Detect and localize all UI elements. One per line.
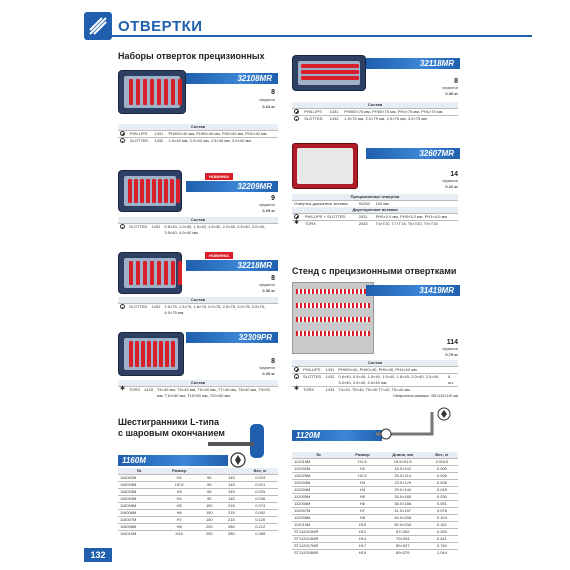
product-code-band-32309: 32309PR [186, 332, 278, 343]
product-image-31419 [292, 282, 374, 354]
dimensions-note: Габаритные размеры: 381×116×130 мм [392, 394, 458, 398]
table-cell: 44.0×208 [380, 515, 426, 522]
phillips-icon [294, 367, 299, 372]
table-cell: 0.092 [242, 510, 278, 517]
item-count-32118: 8 [454, 78, 458, 85]
table-title: Состав [292, 360, 458, 367]
table-cell: H2.5 [345, 473, 379, 480]
table-title: Состав [118, 217, 278, 224]
product-code-band-31419: 31419MR [366, 285, 460, 296]
table-cell: H3 [345, 480, 379, 487]
table-cell: 116002M [118, 475, 160, 482]
table-cell: 0.283 [426, 529, 458, 536]
table-row [292, 536, 458, 543]
table-cell: H10 [345, 522, 379, 529]
table-cell: H4 [160, 496, 198, 503]
composition-table-32118: Состав PHILLIPS 1431 PH000×75 мм, PH00×75 мм, PH0×75 мм, PH1×75 мм SLOTTED 1432 1.5×75 мм, 2.0×75 мм, 2.5×75 мм, 3.0×75 мм [292, 102, 458, 122]
table-cell: 0.005 [426, 466, 458, 473]
table-cell: 116005M [118, 503, 160, 510]
table-cell: H8 [160, 524, 198, 531]
item-count-label-32118: предметов [442, 86, 458, 90]
table-cell: H6 [345, 501, 379, 508]
table-cell: H2 [160, 475, 198, 482]
table-row [292, 501, 458, 508]
table-cell: 80×337 [380, 543, 426, 550]
table-cell: 0.104 [426, 515, 458, 522]
product-code-band-32209: 32209MR [186, 181, 278, 192]
table-cell: 280 [220, 531, 242, 538]
weight-32118: 0.30 кг [445, 91, 458, 96]
table-cell: H5 [160, 503, 198, 510]
table-cell: ST112014MR [292, 536, 345, 543]
table-cell: 0.0015 [426, 459, 458, 466]
table-cell: H12 [345, 529, 379, 536]
table-cell: 0.289 [242, 531, 278, 538]
table-cell: 0.120 [242, 517, 278, 524]
table-row [118, 496, 278, 503]
product-image-32108 [118, 70, 186, 114]
product-code-band-32118: 32118MR [366, 58, 460, 69]
table-row [118, 524, 278, 531]
table-cell: 112010M [292, 522, 345, 529]
item-count-label-32108: предметов [259, 98, 275, 102]
item-count-label-32218: предметов [259, 283, 275, 287]
phillips-icon [120, 131, 125, 136]
table-cell: 95 [198, 489, 220, 496]
weight-32607: 0.22 кг [445, 184, 458, 189]
table-cell: ST112017MR [292, 543, 345, 550]
table-cell: ST112012MR [292, 529, 345, 536]
composition-table-32309: Состав ✱ TORX 1433 T4×40 мм, T5×40 мм, T6×40 мм, T7×40 мм, T8×40 мм, T9×50 мм, T10×50 мм, T15×50 мм, T20×50 мм [118, 380, 278, 399]
product-code-band-32218: 32218MR [186, 260, 278, 271]
slotted-icon [294, 116, 299, 121]
table-cell: 95 [198, 496, 220, 503]
table-cell: 0.212 [242, 524, 278, 531]
table-cell: 116007M [118, 517, 160, 524]
product-image-32118 [292, 55, 366, 91]
page-number: 132 [84, 548, 112, 562]
table-cell: ST112019MR [292, 550, 345, 557]
table-cell: 1.044 [426, 550, 458, 557]
table-cell: 112005M [292, 494, 345, 501]
item-count-label-32209: предметов [259, 203, 275, 207]
table-cell: 41.0×197 [380, 508, 426, 515]
table-cell: 33.0×165 [380, 494, 426, 501]
item-count-label-32607: предметов [442, 179, 458, 183]
weight-31419: 0.79 кг [445, 352, 458, 357]
table-cell: 0.030 [426, 494, 458, 501]
item-count-label-31419: предметов [442, 347, 458, 351]
table-cell: 70×294 [380, 536, 426, 543]
table-cell: H14 [345, 536, 379, 543]
product-image-32218 [118, 252, 182, 294]
table-cell: 0.051 [426, 501, 458, 508]
table-row [118, 531, 278, 538]
product-code-band-1160: 1160M [118, 455, 228, 466]
table-cell: 29.0×144 [380, 487, 426, 494]
torx-icon: ✱ [120, 386, 126, 393]
table-cell: 215 [220, 510, 242, 517]
item-count-32218: 8 [271, 275, 275, 282]
table-cell: H7 [345, 508, 379, 515]
table-cell: 38.0×186 [380, 501, 426, 508]
table-cell: H3 [160, 489, 198, 496]
table-title: Состав [118, 124, 278, 131]
table-cell: 0.074 [242, 503, 278, 510]
table-row [118, 475, 278, 482]
table-cell: 200 [198, 524, 220, 531]
table-cell: 145 [220, 489, 242, 496]
section-title-precision-sets: Наборы отверток прецизионных [118, 51, 265, 61]
table-cell: 0.162 [426, 522, 458, 529]
table-cell: H2 [345, 466, 379, 473]
table-cell: 215 [220, 517, 242, 524]
table-cell: 95 [198, 475, 220, 482]
table-cell: 0.019 [242, 475, 278, 482]
phillips-slotted-icon [294, 214, 299, 219]
table-cell: H7 [160, 517, 198, 524]
table-row [292, 459, 458, 466]
product-image-32309 [118, 332, 184, 376]
table-cell: 116004M [118, 496, 160, 503]
table-title: Состав [292, 102, 458, 109]
table-cell: 0.036 [242, 496, 278, 503]
new-badge-32209: НОВИНКА [205, 173, 233, 180]
item-count-32209: 9 [271, 195, 275, 202]
table-cell: H5 [345, 494, 379, 501]
spec-table-1160: № Размер Вес, кг 116002M H2 95 145 0.019 116025M H2.5 95 145 0.021 116003M H3 95 145 0.025 116004M H4 95 145 0.036 116005M H5 150 215 0.074 116006M H6 150 215 0.092 116007M H7 150 215 0.120 116008M H8 200 280 0.212 116010M H10 200 280 0.289 [118, 468, 278, 537]
table-row [118, 489, 278, 496]
table-cell: 95 [198, 482, 220, 489]
table-cell: 0.018 [426, 487, 458, 494]
section-title-hex-keys-line1: Шестигранники L-типа [118, 417, 219, 427]
product-image-32209 [118, 170, 182, 212]
torx-icon: ✱ [294, 220, 300, 227]
page-title: ОТВЕРТКИ [118, 18, 203, 35]
table-cell: 0.021 [242, 482, 278, 489]
product-image-32607 [292, 143, 358, 189]
table-row [292, 543, 458, 550]
new-badge-32218: НОВИНКА [205, 252, 233, 259]
table-cell: 150 [198, 510, 220, 517]
table-cell: 0.025 [242, 489, 278, 496]
table-cell: 112015M [292, 459, 345, 466]
spec-table-1120: № Размер Длина, мм Вес, кг 112015M H1.5 15.5×91.5 0.0015 112002M H2 18.0×102 0.005 112025M H2.5 20.0×114 0.006 112003M H3 23.0×129 0.008 112004M H4 29.0×144 0.018 112005M H5 33.0×165 0.030 112006M H6 38.0×186 0.051 112007M H7 41.0×197 0.078 112008M H8 44.0×208 0.104 112010M H10 50.0×234 0.162 ST112012MR H12 57×262 0.283 ST112014MR H14 70×294 0.441 ST112017MR H17 80×337 0.740 ST112019MR H19 89×379 1.044 [292, 452, 458, 556]
table-cell: 280 [220, 524, 242, 531]
table-row [292, 550, 458, 557]
torx-icon: ✱ [294, 386, 300, 393]
table-cell: 0.006 [426, 473, 458, 480]
table-cell: 150 [198, 503, 220, 510]
table-cell: 0.078 [426, 508, 458, 515]
table-cell: 145 [220, 475, 242, 482]
table-row [118, 510, 278, 517]
product-code-band-32108: 32108MR [186, 73, 278, 84]
weight-32218: 0.36 кг [262, 288, 275, 293]
composition-table-32607: Прецизионные отвертки Отвертка-держатель вставок 91250 100 мм Двусторонние вставки PHILLIPS + SLOTTED 2431 PH0×2.0 мм, PH0×3.0 мм, PH1×4.0 мм ✱ TORX 2433 T4×T20, T7×T15, T6×T20, T9×T15 [292, 194, 458, 227]
table-cell: 50.0×234 [380, 522, 426, 529]
table-row [292, 473, 458, 480]
table-cell: 0.008 [426, 480, 458, 487]
table-cell: 116003M [118, 489, 160, 496]
table-cell: H6 [160, 510, 198, 517]
table-cell: 18.0×102 [380, 466, 426, 473]
brand-logo [84, 12, 112, 40]
table-row [292, 487, 458, 494]
table-cell: H17 [345, 543, 379, 550]
product-code-band-32607: 32607MR [366, 148, 460, 159]
table-cell: 116008M [118, 524, 160, 531]
table-row [292, 515, 458, 522]
table-cell: 0.441 [426, 536, 458, 543]
weight-32309: 0.26 кг [262, 371, 275, 376]
table-cell: H4 [345, 487, 379, 494]
product-code-band-1120: 1120M [292, 430, 382, 441]
composition-table-32108: Состав PHILLIPS 1431 PH000×40 мм, PH00×40 мм, PH0×40 мм, PH1×40 мм SLOTTED 1432 1.5×40 мм, 2.0×40 мм, 2.5×40 мм, 3.0×40 мм [118, 124, 278, 144]
table-cell: 116025M [118, 482, 160, 489]
item-count-31419: 114 [446, 339, 458, 346]
table-row [118, 503, 278, 510]
table-cell: 200 [198, 531, 220, 538]
product-image-1120 [372, 404, 452, 444]
table-cell: 57×262 [380, 529, 426, 536]
table-row [292, 508, 458, 515]
item-count-32607: 14 [450, 171, 458, 178]
table-cell: 112008M [292, 515, 345, 522]
table-cell: H19 [345, 550, 379, 557]
table-cell: H1.5 [345, 459, 379, 466]
table-cell: 112004M [292, 487, 345, 494]
composition-table-32209: Состав SLOTTED 1432 0.8×40, 1.0×40, 1.5×40, 1.8×40, 2.0×40, 2.5×40, 3.0×40, 3.5×40, 4.0×40 мм [118, 217, 278, 236]
table-cell: 20.0×114 [380, 473, 426, 480]
table-cell: 112025M [292, 473, 345, 480]
table-title: Прецизионные отвертки [292, 194, 458, 201]
table-row [292, 466, 458, 473]
table-cell: 116010M [118, 531, 160, 538]
table-row [292, 480, 458, 487]
table-cell: 23.0×129 [380, 480, 426, 487]
table-title: Состав [118, 297, 278, 304]
table-cell: H8 [345, 515, 379, 522]
table-cell: 150 [198, 517, 220, 524]
item-count-32108: 8 [271, 89, 275, 96]
composition-table-32218: Состав SLOTTED 1432 1.0×75, 1.5×75, 1.8×75, 2.0×75, 2.5×75, 3.0×75, 3.5×75, 4.0×75 мм [118, 297, 278, 316]
table-cell: 112007M [292, 508, 345, 515]
slotted-icon [294, 374, 299, 379]
table-row [292, 529, 458, 536]
slotted-icon [120, 224, 125, 229]
table-title: Состав [118, 380, 278, 387]
table-cell: 116006M [118, 510, 160, 517]
table-row [292, 522, 458, 529]
table-row [118, 482, 278, 489]
table-cell: H2.5 [160, 482, 198, 489]
table-cell: 112002M [292, 466, 345, 473]
table-cell: 112006M [292, 501, 345, 508]
composition-table-31419: Состав PHILLIPS 1431 PH000×40, PH00×40, PH0×40, PH1×40 мм SLOTTED 1432 0.6×40, 0.8×40, 1.0×40, 1.5×40, 1.8×40, 2.0×40, 2.5×40, 3.0×40, 3.5×40, 4.0×40 мм 6 шт. ✱ TORX 1433 T4×40, T5×40, T6×40 T7×40, T8×40 мм Габаритные размеры: 381×116×130 мм [294, 360, 458, 398]
table-cell: 112003M [292, 480, 345, 487]
table-cell: 145 [220, 496, 242, 503]
table-cell: 0.740 [426, 543, 458, 550]
table-cell: H10 [160, 531, 198, 538]
section-title-stand: Стенд с прецизионными отвертками [292, 266, 457, 276]
weight-32108: 0.24 кг [262, 104, 275, 109]
table-subtitle: Двусторонние вставки [292, 207, 458, 214]
phillips-icon [294, 109, 299, 114]
slotted-icon [120, 304, 125, 309]
table-row [118, 517, 278, 524]
item-count-32309: 8 [271, 358, 275, 365]
table-cell: 145 [220, 482, 242, 489]
weight-32209: 0.29 кг [262, 208, 275, 213]
table-row [292, 494, 458, 501]
table-cell: 89×379 [380, 550, 426, 557]
item-count-label-32309: предметов [259, 366, 275, 370]
header-rule [112, 35, 532, 37]
slotted-icon [120, 138, 125, 143]
table-cell: 15.5×91.5 [380, 459, 426, 466]
table-cell: 215 [220, 503, 242, 510]
section-title-hex-keys-line2: с шаровым окончанием [118, 428, 225, 438]
